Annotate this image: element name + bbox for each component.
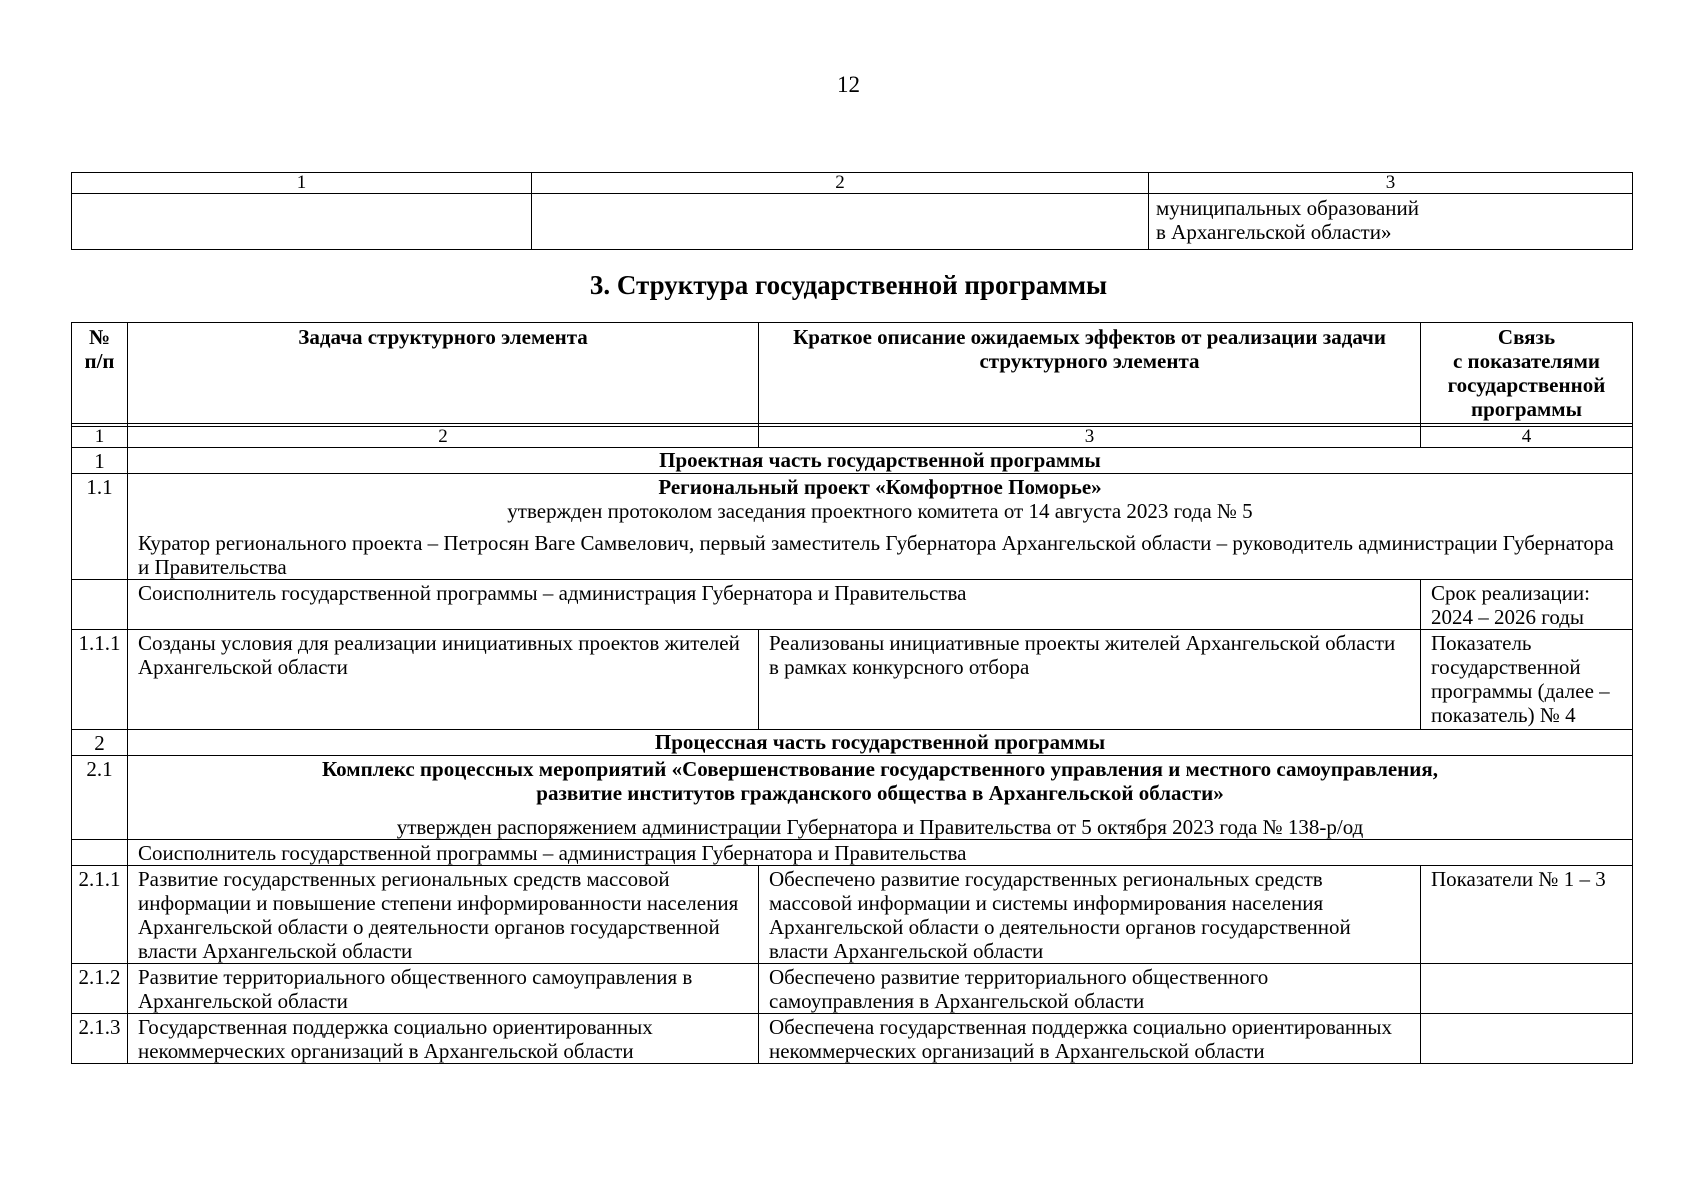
table-row bbox=[72, 1014, 1633, 1064]
structure-table bbox=[71, 322, 1633, 1064]
effect-cell: Обеспечено развитие территориального общественного самоуправления в Архангельской области bbox=[759, 964, 1421, 1014]
task-cell: Государственная поддержка социально ориентированных некоммерческих организаций в Архангельской области bbox=[128, 1014, 759, 1064]
section-row bbox=[72, 448, 1633, 474]
table-row bbox=[72, 964, 1633, 1014]
project-block bbox=[128, 474, 1633, 580]
header-number: № п/п bbox=[72, 323, 128, 424]
task-cell: Развитие государственных региональных средств массовой информации и повышение степени информированности населения Архангельской области о деятельности органов государственной власти Архангельской области bbox=[128, 866, 759, 964]
indicator-cell bbox=[1421, 1014, 1633, 1064]
table-row bbox=[72, 630, 1633, 730]
subsection-row bbox=[72, 756, 1633, 840]
column-number-row bbox=[72, 427, 1633, 448]
indicator-cell: Показатели № 1 – 3 bbox=[1421, 866, 1633, 964]
row-number: 1.1 bbox=[72, 474, 128, 580]
section-heading: Проектная часть государственной программы bbox=[128, 448, 1633, 474]
coexecutor-row bbox=[72, 840, 1633, 866]
col-number: 1 bbox=[72, 173, 532, 194]
col-number: 3 bbox=[759, 427, 1421, 448]
project-approval: утвержден протоколом заседания проектного комитета от 14 августа 2023 года № 5 bbox=[507, 499, 1253, 523]
header-effects: Краткое описание ожидаемых эффектов от реализации задачи структурного элемента bbox=[759, 323, 1421, 424]
term-text: Срок реализации: 2024 – 2026 годы bbox=[1421, 580, 1633, 630]
column-number-row bbox=[72, 173, 1633, 194]
section-title: 3. Структура государственной программы bbox=[589, 270, 1108, 300]
subsection-row bbox=[72, 474, 1633, 580]
row-number: 2.1.1 bbox=[72, 866, 128, 964]
header-indicators: Связь с показателями государственной программы bbox=[1421, 323, 1633, 424]
table-cell bbox=[532, 194, 1149, 250]
row-number: 2.1 bbox=[72, 756, 128, 840]
section-row bbox=[72, 730, 1633, 756]
effect-cell: Реализованы инициативные проекты жителей Архангельской области в рамках конкурсного отбора bbox=[759, 630, 1421, 730]
indicator-cell: Показатель государственной программы (далее – показатель) № 4 bbox=[1421, 630, 1633, 730]
table-row bbox=[72, 194, 1633, 250]
complex-title-line-1: Комплекс процессных мероприятий «Совершенствование государственного управления и местного самоуправления, bbox=[322, 757, 1438, 781]
effect-cell: Обеспечена государственная поддержка социально ориентированных некоммерческих организаций в Архангельской области bbox=[759, 1014, 1421, 1064]
row-number: 2.1.2 bbox=[72, 964, 128, 1014]
table-cell: муниципальных образований в Архангельской области» bbox=[1149, 194, 1633, 250]
col-number: 2 bbox=[128, 427, 759, 448]
coexecutor-text: Соисполнитель государственной программы – администрация Губернатора и Правительства bbox=[128, 840, 1633, 866]
coexecutor-text: Соисполнитель государственной программы – администрация Губернатора и Правительства bbox=[128, 580, 1421, 630]
complex-title-line-2: развитие институтов гражданского общества в Архангельской области» bbox=[536, 781, 1224, 805]
effect-cell: Обеспечено развитие государственных региональных средств массовой информации и системы информирования населения Архангельской области о деятельности органов государственной власти Архангельской области bbox=[759, 866, 1421, 964]
row-number: 1 bbox=[72, 448, 128, 474]
col-number: 4 bbox=[1421, 427, 1633, 448]
indicator-cell bbox=[1421, 964, 1633, 1014]
row-number: 2 bbox=[72, 730, 128, 756]
row-number: 1.1.1 bbox=[72, 630, 128, 730]
coexecutor-row bbox=[72, 580, 1633, 630]
page-number: 12 bbox=[837, 72, 860, 97]
continuation-table bbox=[71, 172, 1633, 250]
task-cell: Развитие территориального общественного самоуправления в Архангельской области bbox=[128, 964, 759, 1014]
empty-cell bbox=[72, 580, 128, 630]
col-number: 1 bbox=[72, 427, 128, 448]
complex-approval: утвержден распоряжением администрации Губернатора и Правительства от 5 октября 2023 года № 138-р/од bbox=[396, 815, 1364, 839]
empty-cell bbox=[72, 840, 128, 866]
table-row bbox=[72, 866, 1633, 964]
project-curator: Куратор регионального проекта – Петросян Ваге Самвелович, первый заместитель Губернатора Архангельской области – руководитель администрации Губернатора и Правительства bbox=[138, 531, 1614, 579]
task-cell: Созданы условия для реализации инициативных проектов жителей Архангельской области bbox=[128, 630, 759, 730]
complex-block bbox=[128, 756, 1633, 840]
project-title: Региональный проект «Комфортное Поморье» bbox=[658, 475, 1102, 499]
section-heading: Процессная часть государственной программы bbox=[128, 730, 1633, 756]
col-number: 2 bbox=[532, 173, 1149, 194]
col-number: 3 bbox=[1149, 173, 1633, 194]
row-number: 2.1.3 bbox=[72, 1014, 128, 1064]
table-cell bbox=[72, 194, 532, 250]
header-row bbox=[72, 323, 1633, 424]
header-task: Задача структурного элемента bbox=[128, 323, 759, 424]
